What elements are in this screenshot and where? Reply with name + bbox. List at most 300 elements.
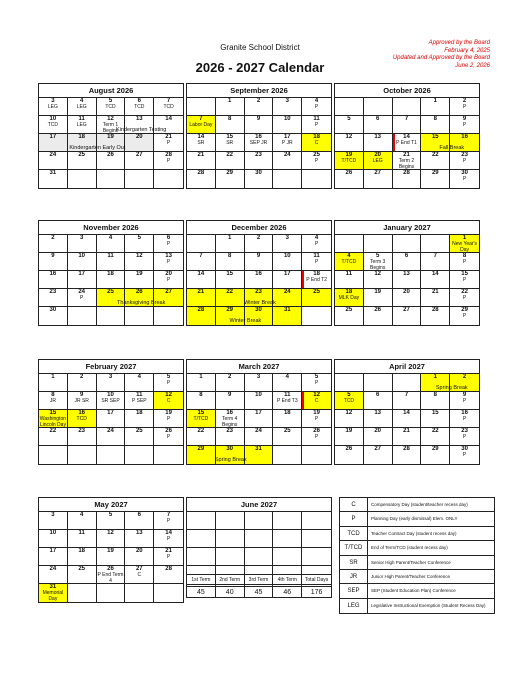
- month-4: [186, 220, 332, 326]
- month-0: [38, 83, 184, 189]
- day-cell: [421, 307, 450, 325]
- day-cell: [450, 271, 479, 289]
- day-marker: P: [314, 434, 319, 440]
- day-number: 27: [374, 170, 382, 176]
- day-number: 26: [345, 446, 353, 452]
- legend-code: JR: [340, 570, 368, 583]
- day-number: 26: [135, 289, 143, 295]
- day-number: 14: [431, 271, 439, 277]
- day-cell: [245, 235, 274, 253]
- day-number: 8: [433, 116, 437, 122]
- day-number: 24: [283, 152, 291, 158]
- day-cell: [302, 289, 331, 307]
- day-number: 10: [78, 253, 86, 259]
- day-number: 3: [51, 98, 55, 104]
- day-number: 28: [403, 446, 410, 452]
- day-cell: [125, 307, 154, 325]
- day-cell: [245, 530, 274, 548]
- day-number: 22: [226, 289, 234, 295]
- day-number: 25: [345, 307, 353, 313]
- term-header: 3rd Term: [245, 575, 274, 586]
- day-cell: [302, 116, 331, 134]
- day-cell: [364, 428, 393, 446]
- month-title: December 2026: [187, 221, 331, 235]
- approval-line: June 2, 2026: [455, 62, 490, 69]
- day-number: 29: [197, 446, 205, 452]
- day-number: 22: [431, 152, 439, 158]
- day-cell: [421, 428, 450, 446]
- day-cell: [97, 116, 126, 134]
- day-cell: [421, 374, 450, 392]
- legend-description: Compensatory Day (student/teacher recess day): [371, 502, 468, 507]
- day-cell: [97, 235, 126, 253]
- day-cell: [273, 530, 302, 548]
- month-7: [186, 359, 332, 465]
- day-number: 31: [49, 584, 57, 590]
- day-number: 2: [462, 374, 467, 380]
- day-number: 6: [404, 253, 409, 259]
- month-grid: [39, 512, 183, 602]
- day-number: 21: [165, 134, 172, 140]
- day-number: 8: [228, 116, 232, 122]
- day-cell: [273, 116, 302, 134]
- day-number: 21: [431, 289, 439, 295]
- day-cell: [68, 253, 97, 271]
- day-cell: [245, 289, 274, 307]
- day-marker: P: [166, 241, 171, 247]
- day-number: 11: [313, 116, 320, 122]
- month-grid: [39, 98, 183, 188]
- day-cell: [450, 152, 479, 170]
- day-cell: [216, 134, 245, 152]
- day-cell: [393, 374, 422, 392]
- day-cell: [125, 392, 154, 410]
- day-number: 20: [403, 289, 410, 295]
- day-number: 28: [403, 170, 410, 176]
- day-number: 12: [345, 134, 353, 140]
- month-5: [334, 220, 480, 326]
- day-cell: [187, 307, 216, 325]
- legend-row: [340, 570, 494, 584]
- day-cell: [335, 116, 364, 134]
- day-cell: [154, 152, 183, 170]
- day-marker: P: [314, 122, 319, 128]
- day-cell: [125, 584, 154, 602]
- day-cell: [393, 307, 422, 325]
- day-cell: [125, 134, 154, 152]
- day-cell: [125, 566, 154, 584]
- day-marker: TCD: [105, 104, 116, 110]
- day-number: 1: [228, 98, 232, 104]
- day-number: 15: [431, 134, 439, 140]
- day-number: 8: [51, 392, 55, 398]
- legend: [339, 497, 495, 614]
- day-number: 16: [226, 410, 234, 416]
- day-cell: [68, 584, 97, 602]
- day-number: 6: [137, 98, 141, 104]
- day-marker: P: [166, 158, 171, 164]
- day-number: 30: [255, 170, 262, 176]
- day-number: 30: [226, 446, 234, 452]
- day-cell: [68, 134, 97, 152]
- day-marker: P: [166, 380, 171, 386]
- day-number: 19: [374, 289, 382, 295]
- day-number: 19: [107, 548, 114, 554]
- day-number: 16: [255, 134, 262, 140]
- day-number: 31: [49, 170, 57, 176]
- month-title: April 2027: [335, 360, 479, 374]
- day-number: 25: [135, 428, 143, 434]
- day-cell: [245, 548, 274, 566]
- day-cell: [187, 392, 216, 410]
- day-marker: SEP JR: [249, 140, 268, 146]
- day-cell: [68, 235, 97, 253]
- day-cell: [393, 235, 422, 253]
- day-cell: [125, 235, 154, 253]
- day-cell: [421, 446, 450, 464]
- day-cell: [216, 374, 245, 392]
- day-cell: [245, 446, 274, 464]
- day-number: 17: [107, 410, 114, 416]
- day-number: 5: [314, 374, 319, 380]
- day-cell: [273, 235, 302, 253]
- term-header: 4th Term: [273, 575, 302, 586]
- day-number: 20: [374, 152, 382, 158]
- day-number: 21: [403, 152, 410, 158]
- day-number: 8: [228, 253, 232, 259]
- day-number: 26: [107, 152, 114, 158]
- day-cell: [154, 116, 183, 134]
- day-number: 1: [433, 374, 437, 380]
- day-cell: [245, 428, 274, 446]
- day-number: 9: [462, 392, 467, 398]
- day-cell: [97, 428, 126, 446]
- event-label: Winter Break: [244, 300, 276, 306]
- day-marker: JR: [49, 398, 56, 404]
- term-value: 40: [216, 586, 245, 597]
- day-number: 13: [403, 271, 410, 277]
- day-number: 12: [107, 116, 114, 122]
- day-cell: [125, 428, 154, 446]
- day-cell: [97, 410, 126, 428]
- day-number: 9: [51, 253, 55, 259]
- day-cell: [450, 307, 479, 325]
- day-number: 5: [347, 392, 351, 398]
- day-marker: P End T2: [306, 277, 327, 283]
- day-marker: T/TCD: [193, 416, 209, 422]
- day-cell: [245, 410, 274, 428]
- legend-row: [340, 584, 494, 598]
- day-cell: [273, 134, 302, 152]
- day-number: 11: [107, 253, 114, 259]
- day-cell: [125, 548, 154, 566]
- day-number: 5: [166, 374, 171, 380]
- day-cell: [39, 548, 68, 566]
- day-cell: [39, 307, 68, 325]
- day-cell: [421, 98, 450, 116]
- day-cell: [39, 170, 68, 188]
- day-number: 18: [313, 134, 320, 140]
- day-cell: [302, 253, 331, 271]
- day-number: 22: [49, 428, 57, 434]
- day-number: 13: [135, 530, 143, 536]
- day-marker: C: [314, 398, 319, 404]
- month-title: October 2026: [335, 84, 479, 98]
- day-cell: [245, 152, 274, 170]
- day-cell: [364, 98, 393, 116]
- legend-description: Legislative Instructional Exemption (Student Recess Day): [371, 602, 486, 608]
- day-marker: P: [462, 434, 467, 440]
- day-cell: [154, 392, 183, 410]
- event-label: Spring Break: [214, 457, 247, 463]
- day-cell: [364, 134, 393, 152]
- term-value: 46: [273, 586, 302, 597]
- day-cell: [125, 289, 154, 307]
- day-number: 16: [49, 271, 57, 277]
- day-cell: [97, 566, 126, 584]
- day-cell: [273, 253, 302, 271]
- day-marker: P: [314, 241, 319, 247]
- day-number: 28: [431, 307, 439, 313]
- day-number: 24: [255, 428, 262, 434]
- page-title: 2026 - 2027 Calendar: [195, 60, 325, 75]
- day-cell: [450, 374, 479, 392]
- day-cell: [302, 134, 331, 152]
- day-number: 1: [51, 374, 55, 380]
- day-cell: [335, 170, 364, 188]
- day-cell: [216, 392, 245, 410]
- day-number: 8: [433, 392, 437, 398]
- day-marker: SR SEP: [101, 398, 120, 404]
- day-marker: P: [166, 434, 171, 440]
- day-number: 26: [345, 170, 353, 176]
- approval-line: Approved by the Board: [428, 40, 490, 46]
- day-marker: P: [462, 416, 467, 422]
- day-number: 12: [165, 392, 172, 398]
- month-title: May 2027: [39, 498, 183, 512]
- day-marker: Term 4 Begins: [222, 416, 238, 428]
- day-cell: [450, 446, 479, 464]
- day-number: 24: [107, 428, 114, 434]
- day-marker: P SEP: [131, 398, 147, 404]
- day-marker: P: [462, 259, 467, 265]
- day-cell: [68, 428, 97, 446]
- day-cell: [302, 548, 331, 566]
- day-number: 18: [107, 271, 114, 277]
- day-marker: P JR: [281, 140, 293, 146]
- event-label: Kindergarten Early Out: [69, 145, 126, 151]
- day-cell: [39, 410, 68, 428]
- event-label: Winter Break: [229, 318, 262, 324]
- day-number: 15: [461, 271, 468, 277]
- day-marker: P: [166, 518, 171, 524]
- day-number: 21: [197, 152, 205, 158]
- day-cell: [421, 392, 450, 410]
- district-name: Granite School District: [220, 43, 300, 52]
- day-number: 4: [137, 374, 141, 380]
- day-cell: [154, 446, 183, 464]
- day-cell: [364, 289, 393, 307]
- day-number: 25: [283, 428, 291, 434]
- day-cell: [187, 235, 216, 253]
- day-marker: P End T3: [276, 398, 298, 404]
- day-cell: [450, 428, 479, 446]
- day-number: 19: [345, 152, 353, 158]
- day-cell: [216, 428, 245, 446]
- day-cell: [335, 446, 364, 464]
- day-number: 11: [345, 271, 353, 277]
- month-grid: [39, 235, 183, 325]
- day-number: 1: [199, 374, 203, 380]
- day-marker: Term 3 Begins: [370, 259, 386, 271]
- day-number: 29: [431, 170, 439, 176]
- day-number: 10: [283, 116, 291, 122]
- day-number: 2: [256, 235, 261, 241]
- day-cell: [39, 116, 68, 134]
- day-number: 17: [255, 410, 262, 416]
- day-number: 18: [283, 410, 291, 416]
- day-number: 13: [374, 134, 382, 140]
- day-cell: [39, 289, 68, 307]
- day-cell: [335, 235, 364, 253]
- day-number: 25: [78, 566, 86, 572]
- day-cell: [68, 446, 97, 464]
- day-cell: [39, 584, 68, 602]
- legend-description: SEP (Student Education Plan) Conference: [371, 588, 456, 594]
- day-number: 6: [137, 512, 141, 518]
- day-number: 4: [80, 512, 84, 518]
- day-cell: [302, 446, 331, 464]
- day-number: 5: [137, 235, 141, 241]
- day-number: 16: [461, 410, 468, 416]
- day-number: 7: [166, 98, 171, 104]
- day-cell: [68, 374, 97, 392]
- day-number: 26: [374, 307, 382, 313]
- day-cell: [450, 134, 479, 152]
- day-cell: [450, 410, 479, 428]
- day-cell: [450, 392, 479, 410]
- day-number: 27: [374, 446, 382, 452]
- day-cell: [421, 289, 450, 307]
- day-cell: [302, 410, 331, 428]
- day-marker: P: [462, 398, 467, 404]
- day-cell: [335, 134, 364, 152]
- approval-line: Updated and Approved by the Board: [392, 55, 490, 61]
- day-number: 28: [197, 170, 205, 176]
- day-cell: [450, 253, 479, 271]
- day-number: 27: [165, 289, 172, 295]
- day-cell: [154, 410, 183, 428]
- day-marker: Labor Day: [189, 122, 213, 128]
- term-value: 45: [245, 586, 274, 597]
- event-label: Spring Break: [435, 385, 468, 391]
- day-cell: [97, 584, 126, 602]
- day-cell: [187, 446, 216, 464]
- day-cell: [302, 392, 331, 410]
- day-cell: [273, 170, 302, 188]
- day-marker: LEG: [372, 158, 383, 164]
- day-marker: Term 1 Begins: [102, 122, 119, 134]
- day-cell: [302, 512, 331, 530]
- legend-description: Planning Day (early dismissal) Elem. ONLY: [371, 516, 458, 522]
- day-cell: [335, 253, 364, 271]
- month-9: [38, 497, 184, 603]
- day-cell: [393, 428, 422, 446]
- day-number: 24: [283, 289, 291, 295]
- day-cell: [364, 271, 393, 289]
- day-number: 7: [404, 116, 409, 122]
- legend-row: [340, 556, 494, 570]
- day-cell: [421, 271, 450, 289]
- day-cell: [68, 271, 97, 289]
- day-number: 15: [197, 410, 205, 416]
- day-cell: [364, 374, 393, 392]
- day-cell: [97, 392, 126, 410]
- day-cell: [302, 374, 331, 392]
- day-number: 30: [461, 446, 468, 452]
- day-cell: [97, 152, 126, 170]
- day-cell: [187, 170, 216, 188]
- day-number: 27: [135, 152, 143, 158]
- day-number: 18: [78, 548, 86, 554]
- day-cell: [68, 530, 97, 548]
- day-cell: [68, 410, 97, 428]
- day-marker: P: [462, 295, 467, 301]
- approval-line: February 4, 2025: [444, 47, 490, 54]
- day-cell: [364, 253, 393, 271]
- day-number: 5: [376, 253, 380, 259]
- day-cell: [68, 170, 97, 188]
- day-cell: [364, 152, 393, 170]
- day-cell: [125, 530, 154, 548]
- day-cell: [364, 116, 393, 134]
- day-number: 18: [135, 410, 143, 416]
- day-cell: [273, 289, 302, 307]
- day-number: 9: [80, 392, 84, 398]
- day-cell: [154, 566, 183, 584]
- day-cell: [154, 170, 183, 188]
- month-title: August 2026: [39, 84, 183, 98]
- legend-description: Teacher Contract Day (student recess day): [371, 530, 457, 536]
- day-cell: [273, 410, 302, 428]
- day-number: 6: [376, 392, 380, 398]
- day-number: 10: [255, 392, 262, 398]
- day-number: 3: [285, 98, 289, 104]
- day-marker: P End Term 4: [97, 572, 124, 584]
- day-cell: [421, 410, 450, 428]
- day-cell: [216, 512, 245, 530]
- day-cell: [187, 253, 216, 271]
- day-number: 11: [136, 392, 143, 398]
- day-marker: P: [314, 158, 319, 164]
- month-8: [334, 359, 480, 465]
- day-number: 16: [78, 410, 86, 416]
- day-cell: [216, 289, 245, 307]
- day-number: 11: [284, 392, 291, 398]
- day-cell: [421, 170, 450, 188]
- legend-code: SEP: [340, 584, 368, 597]
- day-number: 5: [347, 116, 351, 122]
- day-number: 4: [347, 253, 351, 259]
- day-cell: [125, 170, 154, 188]
- day-cell: [97, 374, 126, 392]
- day-number: 23: [461, 152, 468, 158]
- day-number: 11: [313, 253, 320, 259]
- day-cell: [39, 428, 68, 446]
- day-cell: [364, 392, 393, 410]
- term-value: 45: [187, 586, 216, 597]
- day-cell: [302, 307, 331, 325]
